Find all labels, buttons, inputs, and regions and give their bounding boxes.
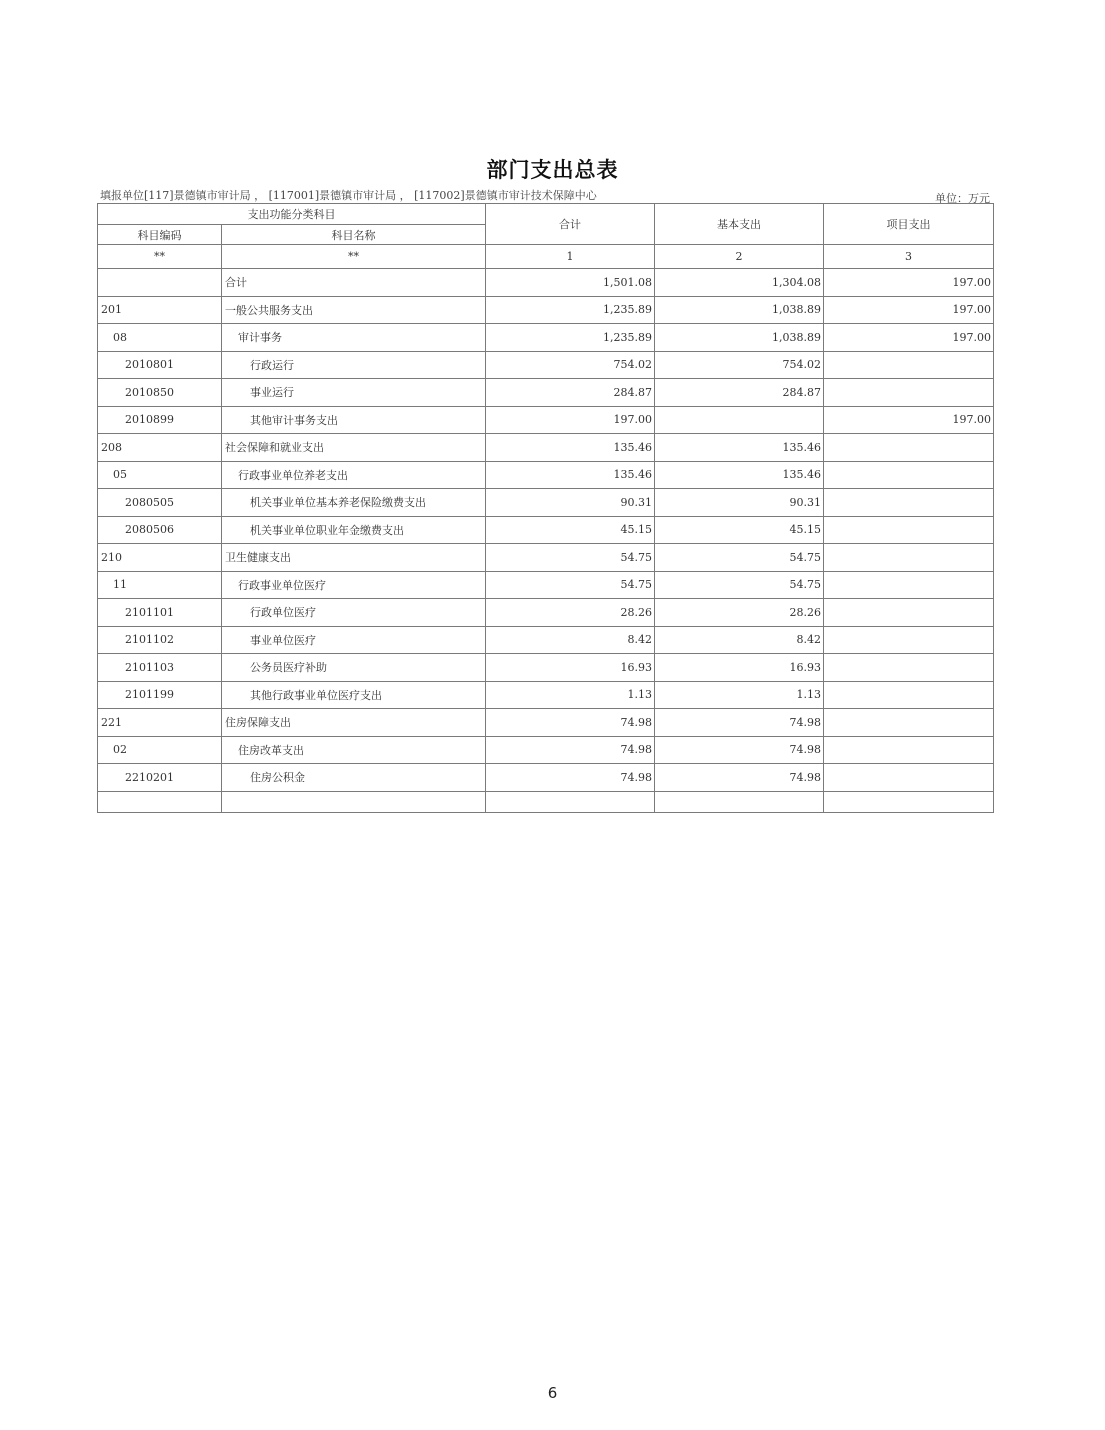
cell-code: 201 — [98, 296, 222, 324]
header-total: 合计 — [486, 204, 655, 245]
cell-project — [824, 709, 994, 737]
cell-total: 90.31 — [486, 489, 655, 517]
cell-name: 住房保障支出 — [222, 709, 486, 737]
cell-project — [824, 599, 994, 627]
cell-project — [824, 681, 994, 709]
cell-basic: 74.98 — [655, 736, 824, 764]
table-row — [98, 296, 994, 324]
cell-basic: 1,038.89 — [655, 296, 824, 324]
cell-project: 197.00 — [824, 269, 994, 297]
cell-project: 197.00 — [824, 406, 994, 434]
filler-unit-text: 填报单位[117]景德镇市审计局 ， [117001]景德镇市审计局 ， [117002]景德镇市审计技术保障中心 — [100, 189, 597, 202]
cell-basic: 754.02 — [655, 351, 824, 379]
cell-name: 其他行政事业单位医疗支出 — [222, 681, 486, 709]
table-row — [98, 461, 994, 489]
cell-name: 行政事业单位医疗 — [222, 571, 486, 599]
cell-project — [824, 544, 994, 572]
cell-name: 其他审计事务支出 — [222, 406, 486, 434]
cell-code: 2010899 — [98, 406, 222, 434]
cell-project — [824, 434, 994, 462]
cell-name: 事业单位医疗 — [222, 626, 486, 654]
cell-name: 审计事务 — [222, 324, 486, 352]
cell-total: 754.02 — [486, 351, 655, 379]
header-row-index — [98, 245, 994, 269]
cell-project — [824, 764, 994, 792]
header-info — [100, 187, 990, 205]
cell-basic: 54.75 — [655, 571, 824, 599]
cell-name: 住房改革支出 — [222, 736, 486, 764]
cell-name: 事业运行 — [222, 379, 486, 407]
cell-total: 74.98 — [486, 736, 655, 764]
header-row-group — [98, 204, 994, 225]
header-project: 项目支出 — [824, 204, 994, 245]
table-row — [98, 544, 994, 572]
cell-total: 54.75 — [486, 544, 655, 572]
empty-cell — [824, 791, 994, 812]
cell-name: 机关事业单位基本养老保险缴费支出 — [222, 489, 486, 517]
cell-project — [824, 379, 994, 407]
cell-code: 2210201 — [98, 764, 222, 792]
table-row — [98, 764, 994, 792]
cell-total: 16.93 — [486, 654, 655, 682]
cell-project — [824, 516, 994, 544]
header-star-name: ** — [222, 245, 486, 269]
table-row — [98, 434, 994, 462]
cell-code: 210 — [98, 544, 222, 572]
table-row — [98, 681, 994, 709]
header-basic: 基本支出 — [655, 204, 824, 245]
header-function-group: 支出功能分类科目 — [98, 204, 486, 225]
cell-project — [824, 626, 994, 654]
empty-row — [98, 791, 994, 812]
header-index-2: 2 — [655, 245, 824, 269]
cell-total: 284.87 — [486, 379, 655, 407]
cell-project — [824, 461, 994, 489]
cell-code: 2080506 — [98, 516, 222, 544]
table-row — [98, 489, 994, 517]
cell-basic: 74.98 — [655, 709, 824, 737]
header-star-code: ** — [98, 245, 222, 269]
unit-text: 单位：万元 — [935, 192, 990, 205]
cell-code: 2101102 — [98, 626, 222, 654]
cell-code: 2101101 — [98, 599, 222, 627]
cell-name: 机关事业单位职业年金缴费支出 — [222, 516, 486, 544]
header-index-1: 1 — [486, 245, 655, 269]
cell-code — [98, 269, 222, 297]
table-row — [98, 626, 994, 654]
cell-total: 1,501.08 — [486, 269, 655, 297]
cell-code: 2101103 — [98, 654, 222, 682]
table-row — [98, 516, 994, 544]
cell-basic: 74.98 — [655, 764, 824, 792]
cell-basic: 90.31 — [655, 489, 824, 517]
cell-basic: 54.75 — [655, 544, 824, 572]
cell-basic: 1.13 — [655, 681, 824, 709]
cell-project — [824, 351, 994, 379]
cell-total: 8.42 — [486, 626, 655, 654]
cell-project: 197.00 — [824, 324, 994, 352]
cell-name: 一般公共服务支出 — [222, 296, 486, 324]
cell-code: 2101199 — [98, 681, 222, 709]
table-row — [98, 406, 994, 434]
cell-code: 05 — [98, 461, 222, 489]
empty-cell — [98, 791, 222, 812]
cell-code: 02 — [98, 736, 222, 764]
table-row — [98, 269, 994, 297]
cell-project — [824, 654, 994, 682]
cell-code: 221 — [98, 709, 222, 737]
cell-total: 1,235.89 — [486, 324, 655, 352]
page-number: 6 — [547, 1384, 558, 1402]
cell-name: 行政单位医疗 — [222, 599, 486, 627]
cell-basic: 45.15 — [655, 516, 824, 544]
cell-code: 2080505 — [98, 489, 222, 517]
cell-name: 卫生健康支出 — [222, 544, 486, 572]
table-row — [98, 571, 994, 599]
cell-name: 行政运行 — [222, 351, 486, 379]
cell-code: 08 — [98, 324, 222, 352]
table-row — [98, 599, 994, 627]
cell-total: 135.46 — [486, 434, 655, 462]
cell-basic: 1,304.08 — [655, 269, 824, 297]
expenditure-table — [97, 203, 994, 813]
cell-total: 135.46 — [486, 461, 655, 489]
table-row — [98, 654, 994, 682]
table-row — [98, 709, 994, 737]
cell-code: 2010850 — [98, 379, 222, 407]
table-row — [98, 736, 994, 764]
cell-name: 社会保障和就业支出 — [222, 434, 486, 462]
cell-basic — [655, 406, 824, 434]
table-row — [98, 351, 994, 379]
cell-project — [824, 571, 994, 599]
cell-basic: 28.26 — [655, 599, 824, 627]
table-row — [98, 379, 994, 407]
table-title: 部门支出总表 — [486, 158, 619, 182]
header-name: 科目名称 — [222, 225, 486, 245]
cell-name: 合计 — [222, 269, 486, 297]
cell-total: 1.13 — [486, 681, 655, 709]
cell-code: 208 — [98, 434, 222, 462]
cell-basic: 284.87 — [655, 379, 824, 407]
empty-cell — [222, 791, 486, 812]
cell-name: 公务员医疗补助 — [222, 654, 486, 682]
cell-project: 197.00 — [824, 296, 994, 324]
cell-code: 11 — [98, 571, 222, 599]
cell-total: 197.00 — [486, 406, 655, 434]
cell-basic: 135.46 — [655, 461, 824, 489]
cell-total: 28.26 — [486, 599, 655, 627]
cell-total: 74.98 — [486, 764, 655, 792]
cell-total: 74.98 — [486, 709, 655, 737]
cell-total: 45.15 — [486, 516, 655, 544]
cell-basic: 135.46 — [655, 434, 824, 462]
cell-total: 54.75 — [486, 571, 655, 599]
cell-code: 2010801 — [98, 351, 222, 379]
cell-basic: 1,038.89 — [655, 324, 824, 352]
cell-name: 住房公积金 — [222, 764, 486, 792]
empty-cell — [655, 791, 824, 812]
cell-name: 行政事业单位养老支出 — [222, 461, 486, 489]
cell-basic: 8.42 — [655, 626, 824, 654]
header-code: 科目编码 — [98, 225, 222, 245]
cell-project — [824, 489, 994, 517]
cell-project — [824, 736, 994, 764]
table-row — [98, 324, 994, 352]
header-index-3: 3 — [824, 245, 994, 269]
cell-basic: 16.93 — [655, 654, 824, 682]
empty-cell — [486, 791, 655, 812]
cell-total: 1,235.89 — [486, 296, 655, 324]
